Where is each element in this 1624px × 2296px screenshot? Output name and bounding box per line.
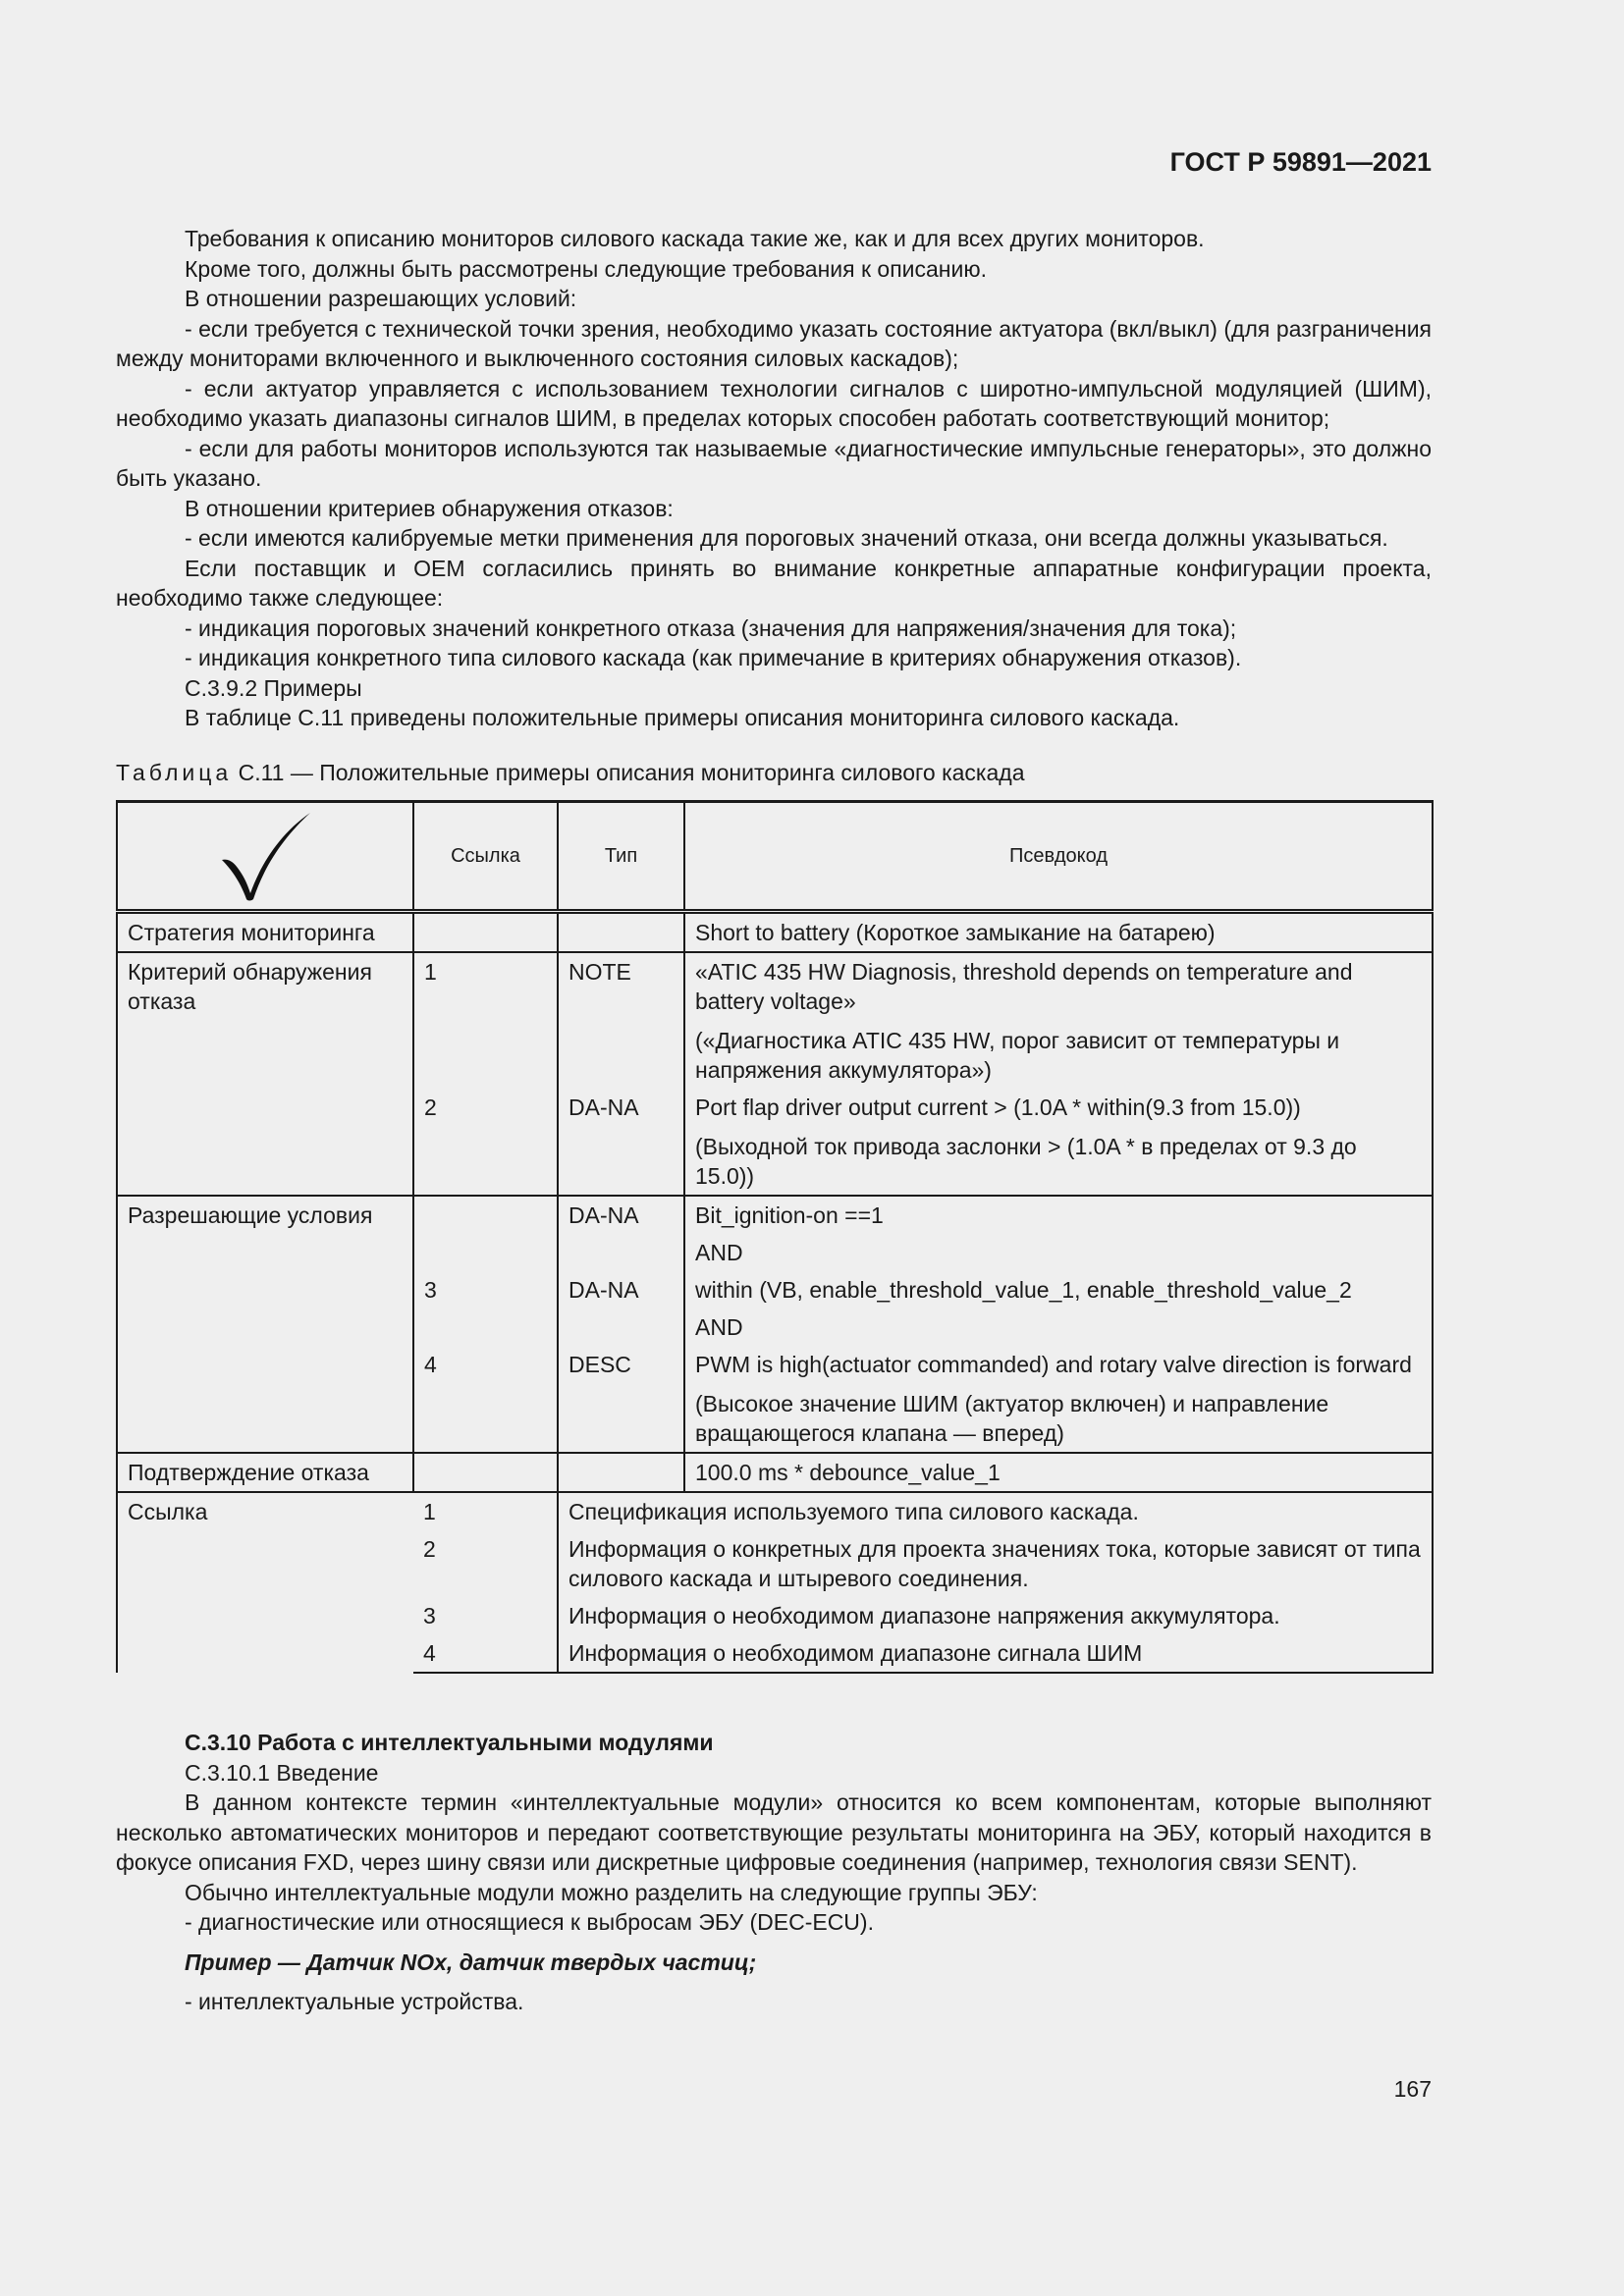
- intro-text: [116, 224, 1432, 733]
- list-item: - если актуатор управляется с использованием технологии сигналов с широтно-импульсной модуляцией (ШИМ), необходимо указать диапазоны сигналов ШИМ, в пределах которых способен работать соответствующий монитор;: [116, 375, 1432, 431]
- list-item: - индикация пороговых значений конкретного отказа (значения для напряжения/значения для тока);: [185, 614, 1237, 641]
- paragraph: В отношении критериев обнаружения отказов:: [185, 495, 674, 521]
- ref-cell: 4: [413, 1346, 558, 1453]
- example-note: Пример — Датчик NOx, датчик твердых частиц;: [185, 1949, 757, 1975]
- row-label: Стратегия мониторинга: [117, 912, 413, 953]
- reference-text: Информация о необходимом диапазоне сигнала ШИМ: [558, 1634, 1433, 1673]
- table-caption-text: С.11 — Положительные примеры описания мониторинга силового каскада: [232, 760, 1025, 785]
- list-item: - индикация конкретного типа силового каскада (как примечание в критериях обнаружения отказов).: [185, 645, 1242, 670]
- section-3-10: [116, 1728, 1432, 2017]
- pseudocode-cell: AND: [684, 1308, 1433, 1346]
- row-label: Критерий обнаружения отказа: [117, 952, 413, 1196]
- reference-text: Спецификация используемого типа силового каскада.: [558, 1492, 1433, 1530]
- type-cell: DESC: [558, 1346, 684, 1453]
- subsection-heading: С.3.10.1 Введение: [185, 1759, 379, 1786]
- paragraph: Кроме того, должны быть рассмотрены следующие требования к описанию.: [185, 255, 987, 282]
- table-caption: [116, 758, 1432, 788]
- pseudocode-translation: (Выходной ток привода заслонки > (1.0A * в пределах от 9.3 до 15.0)): [695, 1134, 1357, 1189]
- ref-cell: 1: [413, 1492, 558, 1530]
- page-number: 167: [1393, 2076, 1432, 2102]
- paragraph: Если поставщик и OEM согласились принять во внимание конкретные аппаратные конфигурации проекта, необходимо также следующее:: [116, 555, 1432, 611]
- pseudocode-cell: Short to battery (Короткое замыкание на батарею): [684, 912, 1433, 953]
- header-type: Тип: [558, 802, 684, 912]
- list-item: - диагностические или относящиеся к выбросам ЭБУ (DEC-ECU).: [185, 1909, 874, 1935]
- pseudocode-cell: [684, 1346, 1433, 1453]
- pseudocode-cell: AND: [684, 1234, 1433, 1271]
- reference-text: Информация о конкретных для проекта значениях тока, которые зависят от типа силового каскада и штыревого соединения.: [558, 1530, 1433, 1597]
- pseudocode-translation: («Диагностика ATIC 435 HW, порог зависит от температуры и напряжения аккумулятора»): [695, 1028, 1340, 1083]
- type-cell: DA-NA: [558, 1196, 684, 1234]
- pseudocode-cell: [684, 952, 1433, 1089]
- ref-cell: 1: [413, 952, 558, 1089]
- pseudocode-text: «ATIC 435 HW Diagnosis, threshold depends on temperature and battery voltage»: [695, 959, 1353, 1014]
- row-label: Подтверждение отказа: [117, 1453, 413, 1492]
- checkmark-cell: [117, 802, 413, 912]
- pseudocode-cell: within (VB, enable_threshold_value_1, enable_threshold_value_2: [684, 1271, 1433, 1308]
- ref-cell: 3: [413, 1271, 558, 1308]
- ref-cell: 3: [413, 1597, 558, 1634]
- ref-cell: 4: [413, 1634, 558, 1673]
- pseudocode-cell: 100.0 ms * debounce_value_1: [684, 1453, 1433, 1492]
- type-cell: NOTE: [558, 952, 684, 1089]
- list-item: - если для работы мониторов используются так называемые «диагностические импульсные генераторы», это должно быть указано.: [116, 435, 1432, 491]
- list-item: - если имеются калибруемые метки применения для пороговых значений отказа, они всегда должны указываться.: [185, 525, 1388, 551]
- table-row: [117, 912, 1433, 953]
- subsection-heading: С.3.9.2 Примеры: [185, 674, 362, 701]
- type-cell: DA-NA: [558, 1089, 684, 1196]
- table-row: [117, 952, 1433, 1089]
- paragraph: Обычно интеллектуальные модули можно разделить на следующие группы ЭБУ:: [185, 1879, 1038, 1905]
- checkmark-icon: [216, 809, 314, 903]
- paragraph: В таблице С.11 приведены положительные примеры описания мониторинга силового каскада.: [185, 705, 1180, 730]
- header-ref: Ссылка: [413, 802, 558, 912]
- table-caption-prefix: Таблица: [116, 760, 233, 785]
- table-header-row: [117, 802, 1433, 912]
- header-pseudocode: Псевдокод: [684, 802, 1433, 912]
- pseudocode-translation: (Высокое значение ШИМ (актуатор включен) и направление вращающегося клапана — вперед): [695, 1391, 1329, 1446]
- paragraph: В данном контексте термин «интеллектуальные модули» относится ко всем компонентам, которые выполняют несколько автоматических мониторов и передают соответствующие результаты мониторинга на ЭБУ, который находится в фокусе описания FXD, через шину связи или дискретные цифровые соединения (например, технология связи SENT).: [116, 1789, 1432, 1875]
- table-row: [117, 1453, 1433, 1492]
- table-row: [117, 1196, 1433, 1234]
- list-item: - если требуется с технической точки зрения, необходимо указать состояние актуатора (вкл/выкл) (для разграничения между мониторами включенного и выключенного состояния силовых каскадов);: [116, 315, 1432, 371]
- row-label: Ссылка: [117, 1492, 413, 1673]
- table-row: [117, 1492, 1433, 1530]
- document-page: [116, 0, 1432, 2296]
- list-item: - интеллектуальные устройства.: [185, 1989, 524, 2014]
- ref-cell: 2: [413, 1530, 558, 1597]
- pseudocode-cell: Bit_ignition-on ==1: [684, 1196, 1433, 1234]
- pseudocode-text: Port flap driver output current > (1.0A * within(9.3 from 15.0)): [695, 1095, 1301, 1120]
- section-heading: С.3.10 Работа с интеллектуальными модулями: [185, 1730, 714, 1755]
- paragraph: В отношении разрешающих условий:: [185, 286, 577, 311]
- reference-text: Информация о необходимом диапазоне напряжения аккумулятора.: [558, 1597, 1433, 1634]
- document-id: ГОСТ Р 59891—2021: [1169, 147, 1432, 177]
- paragraph: Требования к описанию мониторов силового каскада такие же, как и для всех других мониторов.: [185, 226, 1205, 251]
- monitoring-table: [116, 800, 1434, 1674]
- type-cell: DA-NA: [558, 1271, 684, 1308]
- pseudocode-cell: [684, 1089, 1433, 1196]
- row-label: Разрешающие условия: [117, 1196, 413, 1453]
- ref-cell: 2: [413, 1089, 558, 1196]
- pseudocode-text: PWM is high(actuator commanded) and rotary valve direction is forward: [695, 1352, 1412, 1377]
